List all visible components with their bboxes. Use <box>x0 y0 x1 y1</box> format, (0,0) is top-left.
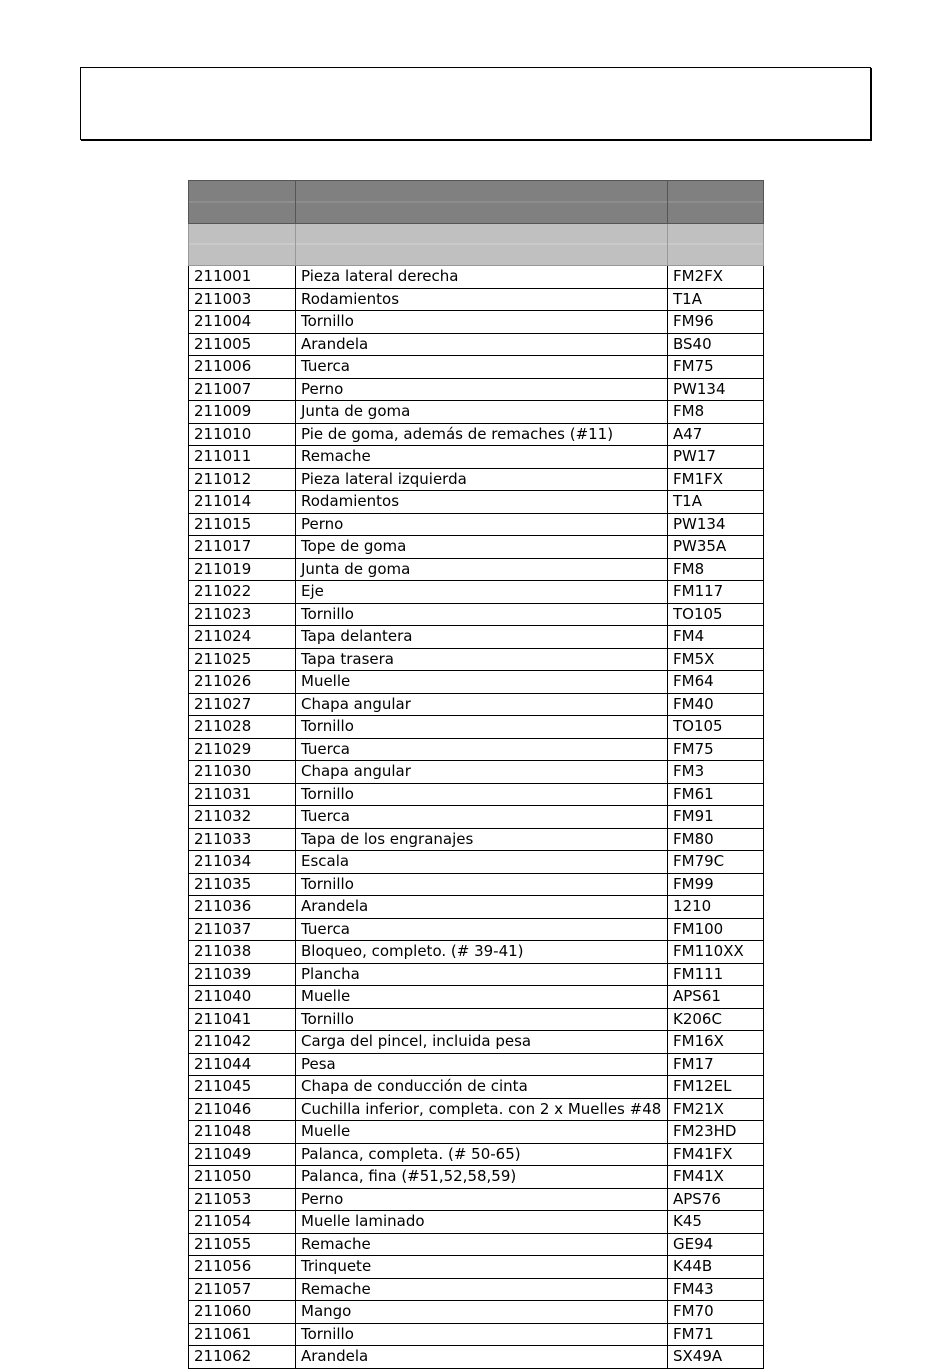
part-number-cell: 211028 <box>189 716 296 739</box>
part-number-cell: 211060 <box>189 1301 296 1324</box>
table-row <box>189 1256 764 1279</box>
header-cell <box>189 181 296 224</box>
table-row <box>189 423 764 446</box>
table-row <box>189 851 764 874</box>
description-cell: Arandela <box>296 333 668 356</box>
table-row <box>189 1211 764 1234</box>
table-row <box>189 1166 764 1189</box>
table-row <box>189 378 764 401</box>
table-row <box>189 401 764 424</box>
table-row <box>189 1323 764 1346</box>
reference-cell: FM5X <box>668 648 764 671</box>
part-number-cell: 211041 <box>189 1008 296 1031</box>
reference-cell: T1A <box>668 288 764 311</box>
part-number-cell: 211037 <box>189 918 296 941</box>
description-cell: Perno <box>296 1188 668 1211</box>
reference-cell: FM4 <box>668 626 764 649</box>
subheader-cell <box>296 224 668 266</box>
table-row <box>189 716 764 739</box>
description-cell: Junta de goma <box>296 558 668 581</box>
table-row <box>189 1143 764 1166</box>
description-cell: Tornillo <box>296 1323 668 1346</box>
description-cell: Tornillo <box>296 603 668 626</box>
reference-cell: PW17 <box>668 446 764 469</box>
description-cell: Perno <box>296 378 668 401</box>
reference-cell: A47 <box>668 423 764 446</box>
description-cell: Tornillo <box>296 311 668 334</box>
table-row <box>189 806 764 829</box>
description-cell: Tornillo <box>296 873 668 896</box>
reference-cell: K44B <box>668 1256 764 1279</box>
table-row <box>189 468 764 491</box>
reference-cell: FM41FX <box>668 1143 764 1166</box>
part-number-cell: 211034 <box>189 851 296 874</box>
description-cell: Chapa de conducción de cinta <box>296 1076 668 1099</box>
part-number-cell: 211033 <box>189 828 296 851</box>
table-row <box>189 491 764 514</box>
table-row <box>189 1346 764 1369</box>
part-number-cell: 211010 <box>189 423 296 446</box>
part-number-cell: 211055 <box>189 1233 296 1256</box>
part-number-cell: 211014 <box>189 491 296 514</box>
table-row <box>189 1053 764 1076</box>
description-cell: Mango <box>296 1301 668 1324</box>
reference-cell: TO105 <box>668 603 764 626</box>
table-row <box>189 1098 764 1121</box>
table-row <box>189 1121 764 1144</box>
reference-cell: FM96 <box>668 311 764 334</box>
part-number-cell: 211007 <box>189 378 296 401</box>
part-number-cell: 211029 <box>189 738 296 761</box>
part-number-cell: 211056 <box>189 1256 296 1279</box>
table-row <box>189 311 764 334</box>
reference-cell: K45 <box>668 1211 764 1234</box>
reference-cell: FM21X <box>668 1098 764 1121</box>
part-number-cell: 211019 <box>189 558 296 581</box>
part-number-cell: 211005 <box>189 333 296 356</box>
description-cell: Eje <box>296 581 668 604</box>
table-row <box>189 581 764 604</box>
description-cell: Cuchilla inferior, completa. con 2 x Muelles #48 <box>296 1098 668 1121</box>
table-row <box>189 536 764 559</box>
title-box <box>80 67 871 140</box>
reference-cell: FM41X <box>668 1166 764 1189</box>
table-row <box>189 1233 764 1256</box>
part-number-cell: 211024 <box>189 626 296 649</box>
description-cell: Muelle <box>296 986 668 1009</box>
subheader-cell <box>189 224 296 266</box>
parts-table <box>188 180 764 1369</box>
part-number-cell: 211046 <box>189 1098 296 1121</box>
reference-cell: FM117 <box>668 581 764 604</box>
description-cell: Muelle <box>296 671 668 694</box>
description-cell: Plancha <box>296 963 668 986</box>
description-cell: Pesa <box>296 1053 668 1076</box>
part-number-cell: 211054 <box>189 1211 296 1234</box>
reference-cell: PW134 <box>668 378 764 401</box>
description-cell: Junta de goma <box>296 401 668 424</box>
part-number-cell: 211042 <box>189 1031 296 1054</box>
table-row <box>189 1301 764 1324</box>
table-row <box>189 1031 764 1054</box>
description-cell: Bloqueo, completo. (# 39-41) <box>296 941 668 964</box>
reference-cell: APS76 <box>668 1188 764 1211</box>
table-row <box>189 873 764 896</box>
table-row <box>189 333 764 356</box>
reference-cell: FM40 <box>668 693 764 716</box>
table-row <box>189 896 764 919</box>
reference-cell: FM75 <box>668 738 764 761</box>
part-number-cell: 211004 <box>189 311 296 334</box>
reference-cell: FM79C <box>668 851 764 874</box>
part-number-cell: 211045 <box>189 1076 296 1099</box>
reference-cell: FM8 <box>668 558 764 581</box>
reference-cell: FM80 <box>668 828 764 851</box>
part-number-cell: 211048 <box>189 1121 296 1144</box>
reference-cell: PW134 <box>668 513 764 536</box>
part-number-cell: 211031 <box>189 783 296 806</box>
reference-cell: K206C <box>668 1008 764 1031</box>
description-cell: Tapa trasera <box>296 648 668 671</box>
part-number-cell: 211022 <box>189 581 296 604</box>
description-cell: Trinquete <box>296 1256 668 1279</box>
description-cell: Tuerca <box>296 806 668 829</box>
part-number-cell: 211039 <box>189 963 296 986</box>
reference-cell: FM91 <box>668 806 764 829</box>
reference-cell: PW35A <box>668 536 764 559</box>
reference-cell: FM70 <box>668 1301 764 1324</box>
table-row <box>189 1008 764 1031</box>
table-row <box>189 963 764 986</box>
reference-cell: FM2FX <box>668 266 764 289</box>
part-number-cell: 211025 <box>189 648 296 671</box>
description-cell: Tapa de los engranajes <box>296 828 668 851</box>
table-row <box>189 648 764 671</box>
table-row <box>189 356 764 379</box>
table-row <box>189 558 764 581</box>
parts-table-body <box>189 266 764 1369</box>
part-number-cell: 211049 <box>189 1143 296 1166</box>
description-cell: Arandela <box>296 896 668 919</box>
description-cell: Arandela <box>296 1346 668 1369</box>
reference-cell: FM43 <box>668 1278 764 1301</box>
description-cell: Palanca, fina (#51,52,58,59) <box>296 1166 668 1189</box>
description-cell: Tope de goma <box>296 536 668 559</box>
part-number-cell: 211038 <box>189 941 296 964</box>
table-row <box>189 693 764 716</box>
table-row <box>189 446 764 469</box>
part-number-cell: 211035 <box>189 873 296 896</box>
part-number-cell: 211023 <box>189 603 296 626</box>
reference-cell: 1210 <box>668 896 764 919</box>
reference-cell: FM3 <box>668 761 764 784</box>
reference-cell: APS61 <box>668 986 764 1009</box>
part-number-cell: 211009 <box>189 401 296 424</box>
part-number-cell: 211003 <box>189 288 296 311</box>
reference-cell: FM110XX <box>668 941 764 964</box>
description-cell: Tuerca <box>296 738 668 761</box>
table-row <box>189 603 764 626</box>
description-cell: Pie de goma, además de remaches (#11) <box>296 423 668 446</box>
description-cell: Carga del pincel, incluida pesa <box>296 1031 668 1054</box>
reference-cell: FM99 <box>668 873 764 896</box>
reference-cell: GE94 <box>668 1233 764 1256</box>
part-number-cell: 211006 <box>189 356 296 379</box>
description-cell: Palanca, completa. (# 50-65) <box>296 1143 668 1166</box>
reference-cell: FM61 <box>668 783 764 806</box>
description-cell: Rodamientos <box>296 491 668 514</box>
subheader-cell <box>668 224 764 266</box>
header-cell <box>296 181 668 224</box>
description-cell: Tornillo <box>296 783 668 806</box>
description-cell: Chapa angular <box>296 693 668 716</box>
table-row <box>189 626 764 649</box>
description-cell: Tapa delantera <box>296 626 668 649</box>
reference-cell: FM75 <box>668 356 764 379</box>
description-cell: Chapa angular <box>296 761 668 784</box>
reference-cell: FM64 <box>668 671 764 694</box>
table-row <box>189 738 764 761</box>
description-cell: Tuerca <box>296 918 668 941</box>
table-row <box>189 1076 764 1099</box>
reference-cell: T1A <box>668 491 764 514</box>
table-row <box>189 513 764 536</box>
part-number-cell: 211050 <box>189 1166 296 1189</box>
part-number-cell: 211044 <box>189 1053 296 1076</box>
table-row <box>189 761 764 784</box>
reference-cell: TO105 <box>668 716 764 739</box>
part-number-cell: 211061 <box>189 1323 296 1346</box>
part-number-cell: 211030 <box>189 761 296 784</box>
reference-cell: FM12EL <box>668 1076 764 1099</box>
table-row <box>189 986 764 1009</box>
description-cell: Tuerca <box>296 356 668 379</box>
part-number-cell: 211011 <box>189 446 296 469</box>
description-cell: Remache <box>296 446 668 469</box>
table-row <box>189 941 764 964</box>
part-number-cell: 211036 <box>189 896 296 919</box>
description-cell: Tornillo <box>296 716 668 739</box>
description-cell: Tornillo <box>296 1008 668 1031</box>
part-number-cell: 211012 <box>189 468 296 491</box>
part-number-cell: 211053 <box>189 1188 296 1211</box>
part-number-cell: 211015 <box>189 513 296 536</box>
reference-cell: SX49A <box>668 1346 764 1369</box>
table-row <box>189 918 764 941</box>
reference-cell: FM100 <box>668 918 764 941</box>
part-number-cell: 211001 <box>189 266 296 289</box>
reference-cell: FM111 <box>668 963 764 986</box>
description-cell: Pieza lateral derecha <box>296 266 668 289</box>
part-number-cell: 211040 <box>189 986 296 1009</box>
table-row <box>189 266 764 289</box>
reference-cell: FM16X <box>668 1031 764 1054</box>
reference-cell: FM71 <box>668 1323 764 1346</box>
part-number-cell: 211017 <box>189 536 296 559</box>
description-cell: Pieza lateral izquierda <box>296 468 668 491</box>
description-cell: Perno <box>296 513 668 536</box>
description-cell: Rodamientos <box>296 288 668 311</box>
description-cell: Remache <box>296 1233 668 1256</box>
part-number-cell: 211032 <box>189 806 296 829</box>
header-row-dark <box>189 181 764 224</box>
table-row <box>189 828 764 851</box>
table-row <box>189 671 764 694</box>
description-cell: Muelle <box>296 1121 668 1144</box>
table-row <box>189 783 764 806</box>
table-row <box>189 1188 764 1211</box>
part-number-cell: 211027 <box>189 693 296 716</box>
table-row <box>189 288 764 311</box>
description-cell: Remache <box>296 1278 668 1301</box>
table-row <box>189 1278 764 1301</box>
part-number-cell: 211026 <box>189 671 296 694</box>
description-cell: Escala <box>296 851 668 874</box>
header-cell <box>668 181 764 224</box>
reference-cell: FM23HD <box>668 1121 764 1144</box>
header-row-light <box>189 224 764 266</box>
part-number-cell: 211057 <box>189 1278 296 1301</box>
part-number-cell: 211062 <box>189 1346 296 1369</box>
reference-cell: FM1FX <box>668 468 764 491</box>
reference-cell: FM17 <box>668 1053 764 1076</box>
reference-cell: BS40 <box>668 333 764 356</box>
reference-cell: FM8 <box>668 401 764 424</box>
description-cell: Muelle laminado <box>296 1211 668 1234</box>
